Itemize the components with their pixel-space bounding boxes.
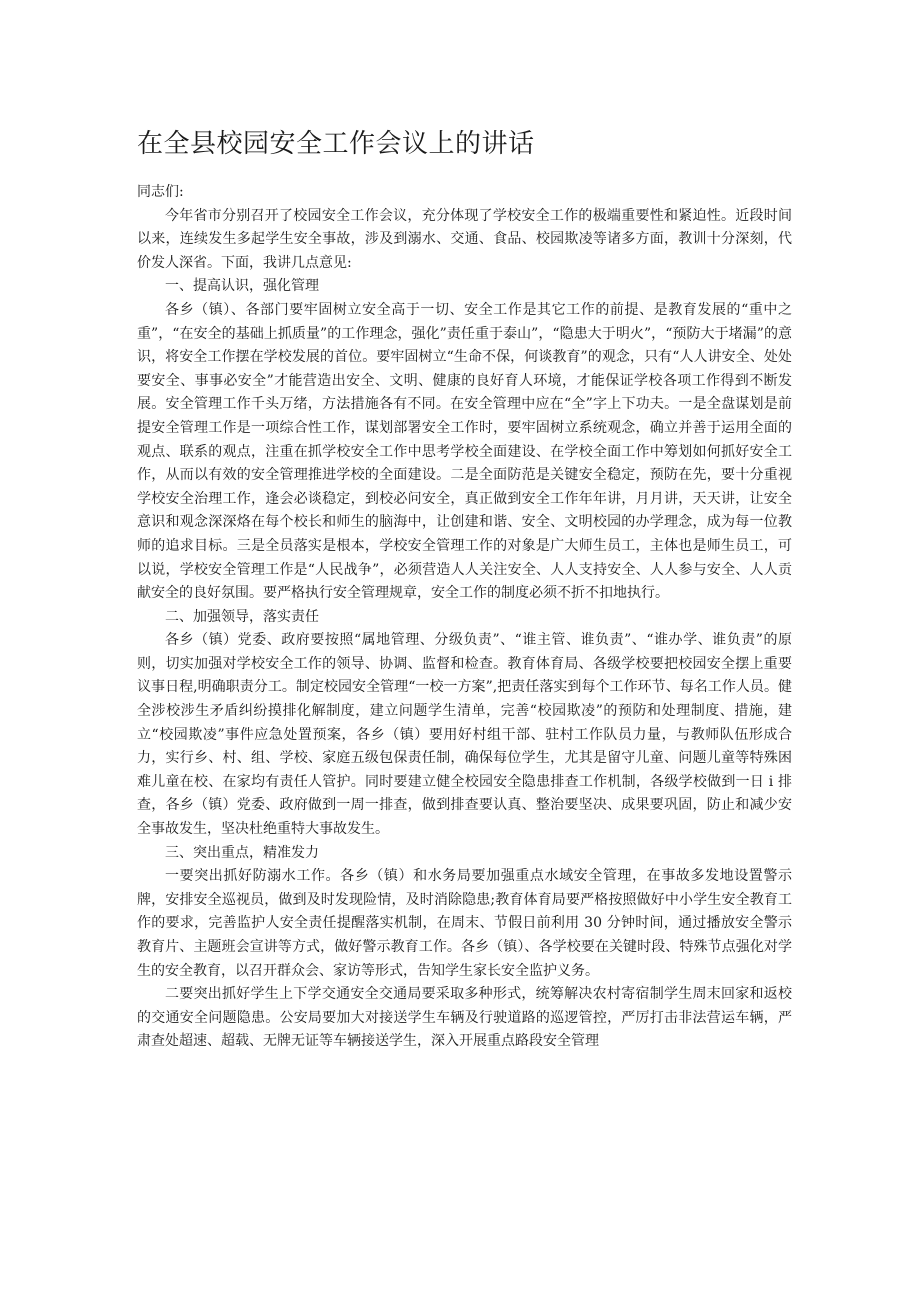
section-3-paragraph-1: 一要突出抓好防溺水工作。各乡（镇）和水务局要加强重点水域安全管理，在事故多发地设置警示牌，安排安全巡视员，做到及时发现险情，及时消除隐患;教育体育局要严格按照做好中小学生安全教育工作的要求，完善监护人安全责任提醒落实机制，在周末、节假日前利用 30 分钟时间，通过播放安全警示教育片、主题班会宣讲等方式，做好警示教育工作。各乡（镇）、各学校要在关键时段、特殊节点强化对学生的安全教育，以召开群众会、家访等形式，告知学生家长安全监护义务。 [137, 868, 792, 979]
salutation: 同志们: [137, 184, 184, 200]
section-heading-1: 一、提高认识，强化管理 [165, 278, 319, 295]
section-1-paragraph-1: 各乡（镇）、各部门要牢固树立安全高于一切、安全工作是其它工作的前提、是教育发展的“重中之重”，“在安全的基础上抓质量”的工作理念，强化”责任重于泰山”，“隐患大于明火”，“预防大于堵漏”的意识，将安全工作摆在学校发展的首位。要牢固树立“生命不保，何谈教育”的观念，只有“人人讲安全、处处要安全、事事必安全”才能营造出安全、文明、健康的良好育人环境，才能保证学校各项工作得到不断发展。安全管理工作千头万绪，方法措施各有不同。在安全管理中应在“全”字上下功夫。一是全盘谋划是前提安全管理工作是一项综合性工作，谋划部署安全工作时，要牢固树立系统观念，确立并善于运用全面的观点、联系的观点，注重在抓学校安全工作中思考学校全面建设、在学校全面工作中筹划如何抓好安全工作，从而以有效的安全管理推进学校的全面建设。二是全面防范是关键安全稳定，预防在先，要十分重视学校安全治理工作，逢会必谈稳定，到校必问安全，真正做到安全工作年年讲，月月讲，天天讲，让安全意识和观念深深烙在每个校长和师生的脑海中，让创建和谐、安全、文明校园的办学理念，成为每一位教师的追求目标。三是全员落实是根本，学校安全管理工作的对象是广大师生员工，主体也是师生员工，可以说，学校安全管理工作是“人民战争”，必须营造人人关注安全、人人支持安全、人人参与安全、人人贡献安全的良好氛围。要严格执行安全管理规章，安全工作的制度必须不折不扣地执行。 [137, 301, 792, 602]
section-heading-3: 三、突出重点，精准发力 [165, 844, 319, 861]
intro-paragraph: 今年省市分别召开了校园安全工作会议，充分体现了学校安全工作的极端重要性和紧迫性。近段时间以来，连续发生多起学生安全事故，涉及到溺水、交通、食品、校园欺凌等诸多方面，教训十分深刻，代价发人深省。下面，我讲几点意见: [137, 207, 792, 271]
document-body [137, 181, 792, 1054]
section-heading-2: 二、加强领导，落实责任 [165, 608, 319, 625]
document-title: 在全县校园安全工作会议上的讲话 [137, 129, 535, 159]
section-3-paragraph-2: 二要突出抓好学生上下学交通安全交通局要采取多种形式，统筹解决农村寄宿制学生周末回家和返校的交通安全问题隐患。公安局要加大对接送学生车辆及行驶道路的巡逻管控，严厉打击非法营运车辆，严肃查处超速、超载、无牌无证等车辆接送学生，深入开展重点路段安全管理 [137, 986, 792, 1050]
section-2-paragraph-1: 各乡（镇）党委、政府要按照“属地管理、分级负责”、“谁主管、谁负责”、“谁办学、谁负责”的原则，切实加强对学校安全工作的领导、协调、监督和检查。教育体育局、各级学校要把校园安全摆上重要议事日程,明确职责分工。制定校园安全管理“一校一方案”,把责任落实到每个工作环节、每名工作人员。健全涉校涉生矛盾纠纷摸排化解制度，建立问题学生清单，完善“校园欺凌”的预防和处理制度、措施，建立“校园欺凌”事件应急处置预案，各乡（镇）要用好村组干部、驻村工作队员力量，与教师队伍形成合力，实行乡、村、组、学校、家庭五级包保责任制，确保每位学生，尤其是留守儿童、问题儿童等特殊困难儿童在校、在家均有责任人管护。同时要建立健全校园安全隐患排查工作机制，各级学校做到一日 i 排查，各乡（镇）党委、政府做到一周一排查，做到排查要认真、整治要坚决、成果要巩固，防止和减少安全事故发生，坚决杜绝重特大事故发生。 [137, 632, 792, 838]
